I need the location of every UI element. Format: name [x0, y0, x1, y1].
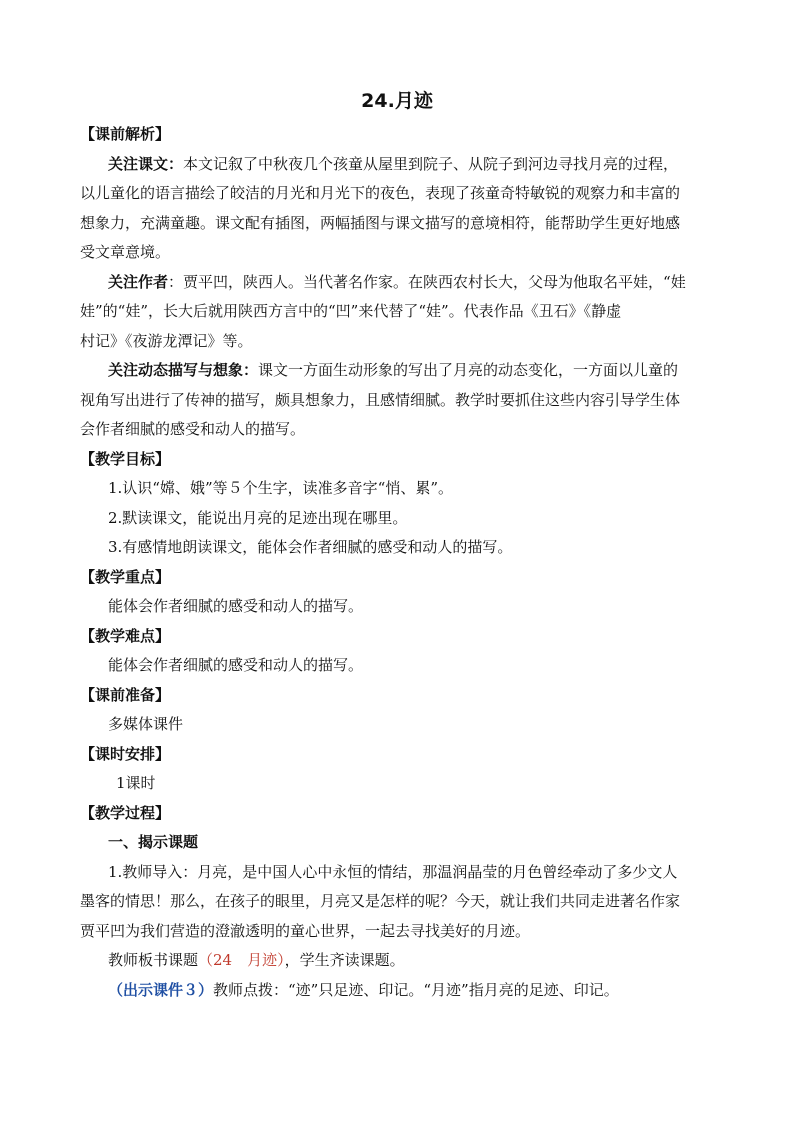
intro-line-1: 1.教师导入：月亮，是中国人心中永恒的情结，那温润晶莹的月色曾经牵动了多少文人 [108, 862, 678, 881]
focus-author-line-1 [80, 268, 720, 298]
section-heading-preparation: 【课前准备】 [80, 685, 171, 704]
courseware-line [80, 976, 720, 1006]
section-heading-pre-analysis: 【课前解析】 [80, 125, 171, 143]
section-heading-key-points: 【教学重点】 [80, 567, 171, 586]
focus-author-line-3: 村记》《夜游龙潭记》等。 [80, 331, 253, 350]
goal-item-2: 2.默读课文，能说出月亮的足迹出现在哪里。 [108, 508, 408, 527]
focus-text-line-2: 以儿童化的语言描绘了皎洁的月光和月光下的夜色，表现了孩童奇特敏锐的观察力和丰富的 [80, 184, 681, 202]
focus-author-line-2: 娃”的“娃”，长大后就用陕西方言中的“凹”来代替了“娃”。代表作品《丑石》《静虚 [80, 302, 622, 320]
section-heading-process: 【教学过程】 [80, 803, 171, 822]
courseware-tag: （出示课件３） [108, 980, 214, 999]
focus-dynamic-line-3: 会作者细腻的感受和动人的描写。 [80, 420, 306, 438]
section-heading-goals: 【教学目标】 [80, 449, 171, 468]
focus-dynamic-line-2: 视角写出进行了传神的描写，颇具想象力，且感情细腻。教学时要抓住这些内容引导学生体 [80, 390, 681, 409]
goal-item-1: 1.认识“嫦、娥”等５个生字，读准多音字“悄、累”。 [108, 479, 453, 497]
focus-dynamic-label: 关注动态描写与想象： [108, 361, 259, 379]
board-line [80, 946, 720, 976]
focus-text-label: 关注课文： [108, 154, 184, 173]
board-post: ，学生齐读课题。 [284, 951, 405, 969]
section-heading-difficulties: 【教学难点】 [80, 626, 171, 645]
courseware-text: 教师点拨：“迹”只足迹、印记。“月迹”指月亮的足迹、印记。 [213, 980, 619, 999]
board-title-red: （24 月迹） [198, 951, 285, 969]
difficulties-text: 能体会作者细腻的感受和动人的描写。 [108, 656, 364, 674]
goal-item-3: 3.有感情地朗读课文，能体会作者细腻的感受和动人的描写。 [108, 538, 513, 556]
focus-author-label: 关注作者 [108, 272, 169, 291]
process-section-1-title: 一、揭示课题 [108, 833, 199, 851]
key-points-text: 能体会作者细腻的感受和动人的描写。 [108, 597, 364, 615]
focus-text-line-4: 受文章意境。 [80, 243, 171, 261]
page-title: 24.月迹 [361, 90, 433, 112]
schedule-text: 1课时 [116, 774, 156, 792]
intro-line-3: 贾平凹为我们营造的澄澈透明的童心世界，一起去寻找美好的月迹。 [80, 921, 531, 940]
focus-text-line-3: 想象力，充满童趣。课文配有插图，两幅插图与课文描写的意境相符，能帮助学生更好地感 [80, 213, 681, 232]
intro-line-2: 墨客的情思！那么，在孩子的眼里，月亮又是怎样的呢？今天，就让我们共同走进著名作家 [80, 892, 681, 910]
section-heading-schedule: 【课时安排】 [80, 744, 171, 763]
focus-dynamic-line-1 [80, 356, 720, 386]
focus-dynamic-content: 课文一方面生动形象的写出了月亮的动态变化，一方面以儿童的 [258, 361, 679, 379]
focus-text-content: 本文记叙了中秋夜几个孩童从屋里到院子、从院子到河边寻找月亮的过程， [183, 154, 679, 173]
document-body [80, 120, 720, 1005]
focus-author-content: ：贾平凹，陕西人。当代著名作家。在陕西农村长大，父母为他取名平娃，“娃 [168, 272, 686, 291]
board-pre: 教师板书课题 [108, 951, 199, 969]
preparation-text: 多媒体课件 [108, 715, 184, 733]
focus-text-line-1 [80, 150, 720, 180]
